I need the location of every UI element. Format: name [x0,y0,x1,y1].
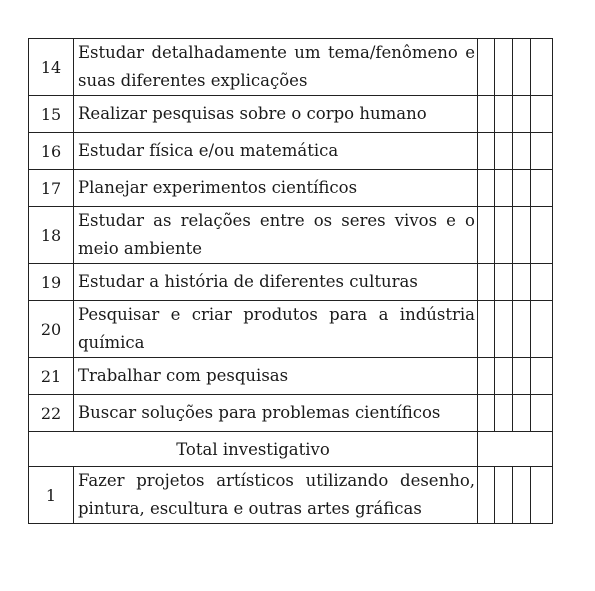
answer-cell[interactable] [513,170,531,207]
answer-cell[interactable] [495,301,513,358]
item-number: 18 [29,207,74,264]
answer-cell[interactable] [531,133,553,170]
item-number: 22 [29,395,74,432]
answer-cell[interactable] [513,301,531,358]
table-row [29,395,553,432]
answer-cell[interactable] [531,39,553,96]
item-number: 15 [29,96,74,133]
answer-cell[interactable] [531,395,553,432]
table-row [29,467,553,524]
answer-cell[interactable] [513,133,531,170]
table-row [29,207,553,264]
table-row [29,133,553,170]
answer-cell[interactable] [513,207,531,264]
answer-cell[interactable] [531,358,553,395]
item-text: Estudar as relações entre os seres vivos e o meio ambiente [74,207,478,264]
table-row [29,96,553,133]
total-row [29,432,553,467]
answer-cell[interactable] [513,358,531,395]
table-row [29,264,553,301]
answer-cell[interactable] [495,467,513,524]
answer-cell[interactable] [478,96,495,133]
answer-cell[interactable] [513,39,531,96]
item-number: 14 [29,39,74,96]
item-text: Pesquisar e criar produtos para a indústria química [74,301,478,358]
answer-cell[interactable] [495,170,513,207]
answer-cell[interactable] [478,170,495,207]
answer-cell[interactable] [531,170,553,207]
item-text: Planejar experimentos científicos [74,170,478,207]
item-text: Estudar detalhadamente um tema/fenômeno e suas diferentes explicações [74,39,478,96]
answer-cell[interactable] [495,133,513,170]
item-text: Estudar a história de diferentes culturas [74,264,478,301]
answer-cell[interactable] [495,207,513,264]
survey-table [28,38,553,524]
item-number: 21 [29,358,74,395]
answer-cell[interactable] [513,395,531,432]
table-row [29,301,553,358]
answer-cell[interactable] [478,133,495,170]
item-number: 16 [29,133,74,170]
item-text: Trabalhar com pesquisas [74,358,478,395]
item-number: 19 [29,264,74,301]
total-label: Total investigativo [29,432,478,467]
answer-cell[interactable] [478,301,495,358]
answer-cell[interactable] [531,207,553,264]
answer-cell[interactable] [531,264,553,301]
answer-cell[interactable] [478,264,495,301]
item-number: 1 [29,467,74,524]
item-text: Buscar soluções para problemas científicos [74,395,478,432]
answer-cell[interactable] [478,39,495,96]
answer-cell[interactable] [513,264,531,301]
item-text: Fazer projetos artísticos utilizando desenho, pintura, escultura e outras artes gráficas [74,467,478,524]
table-row [29,170,553,207]
answer-cell[interactable] [495,96,513,133]
item-text: Realizar pesquisas sobre o corpo humano [74,96,478,133]
item-number: 17 [29,170,74,207]
answer-cell[interactable] [531,467,553,524]
answer-cell[interactable] [495,395,513,432]
table-row [29,39,553,96]
answer-cell[interactable] [495,264,513,301]
answer-cell[interactable] [513,467,531,524]
item-text: Estudar física e/ou matemática [74,133,478,170]
answer-cell[interactable] [513,96,531,133]
answer-cell[interactable] [478,358,495,395]
answer-cell[interactable] [495,39,513,96]
answer-cell[interactable] [531,96,553,133]
table-row [29,358,553,395]
answer-cell[interactable] [478,207,495,264]
answer-cell[interactable] [478,467,495,524]
answer-cell[interactable] [495,358,513,395]
answer-cell[interactable] [531,301,553,358]
item-number: 20 [29,301,74,358]
answer-cell[interactable] [478,395,495,432]
total-input-cell[interactable] [478,432,553,467]
